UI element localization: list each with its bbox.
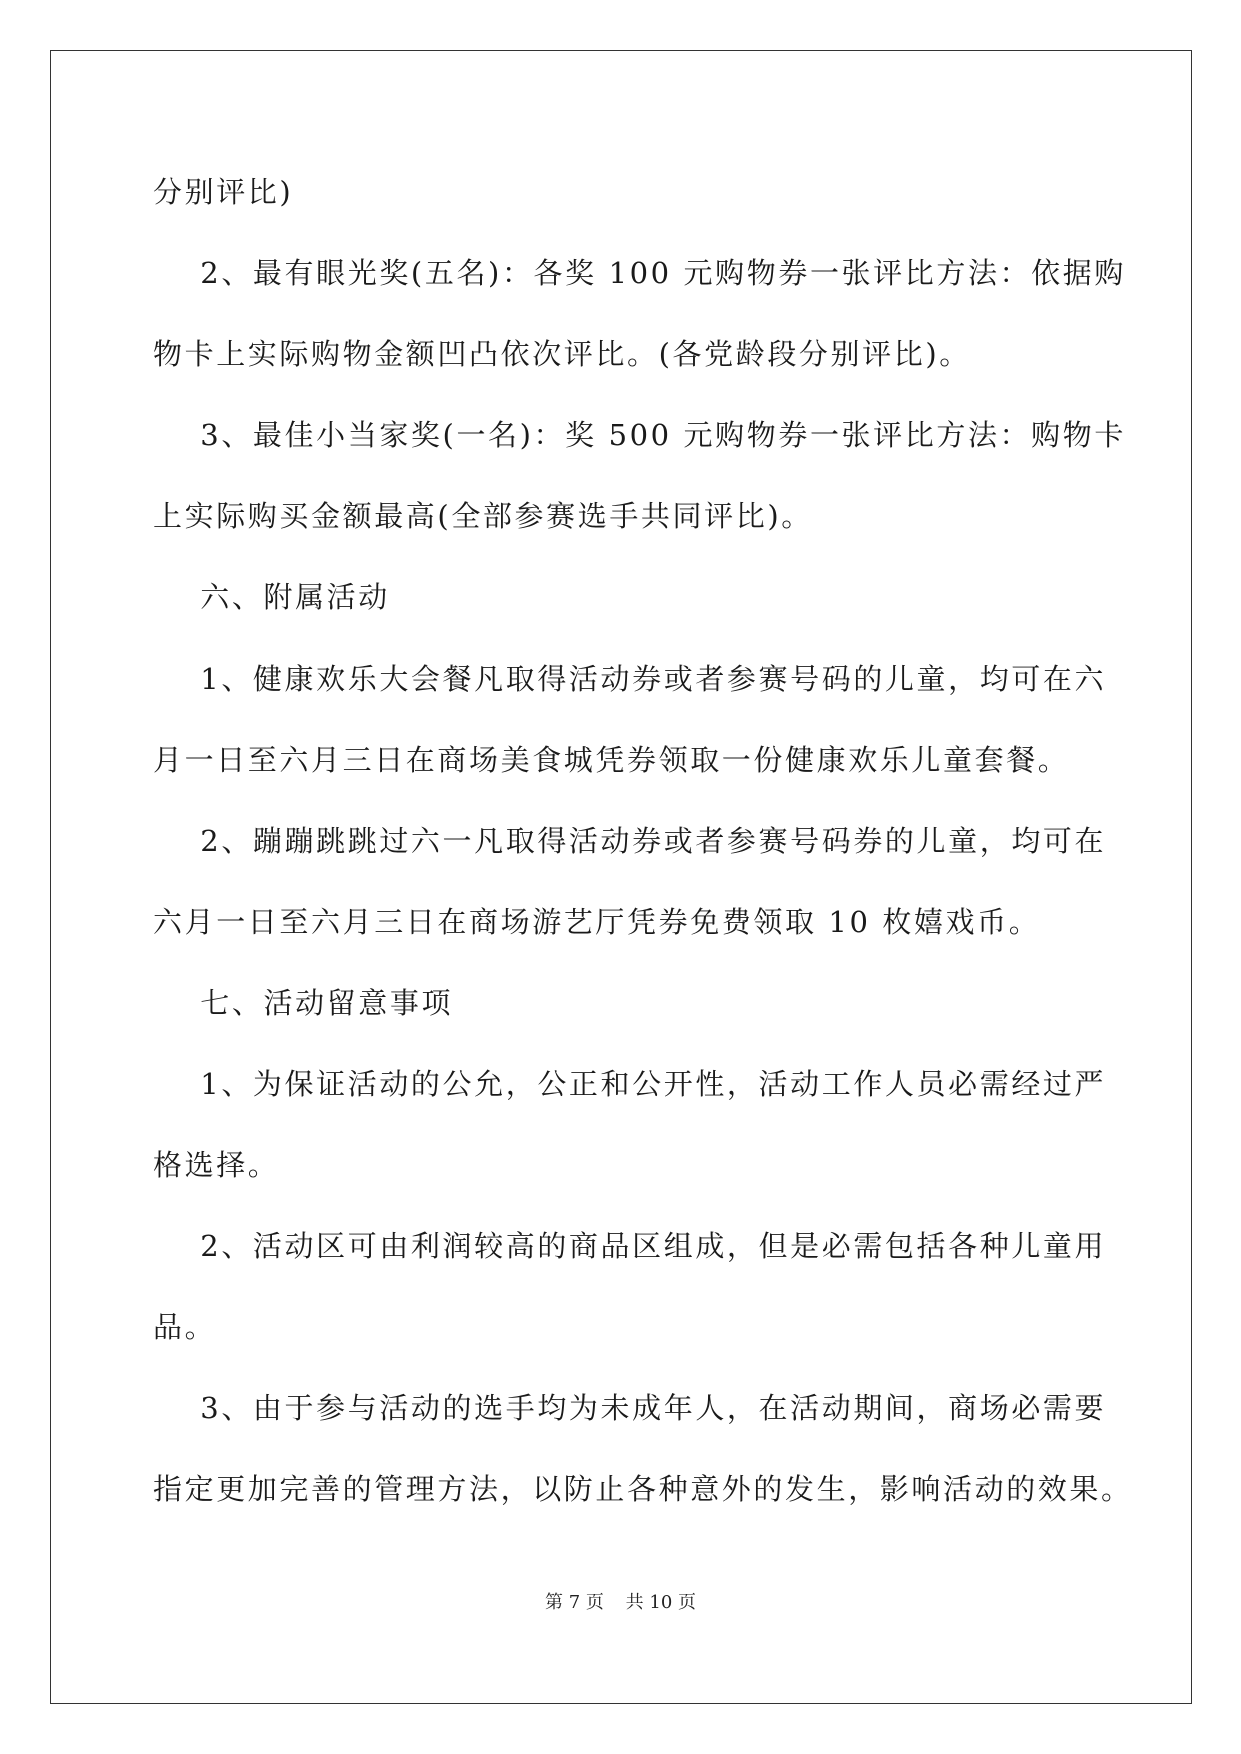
section-heading: 七、活动留意事项 xyxy=(153,986,454,1020)
text-line: 2、蹦蹦跳跳过六一凡取得活动券或者参赛号码券的儿童，均可在 xyxy=(153,824,1107,858)
page-total: 共 10 页 xyxy=(625,1592,696,1613)
text-line: 物卡上实际购物金额凹凸依次评比。(各党龄段分别评比)。 xyxy=(153,337,971,371)
text-line: 2、活动区可由利润较高的商品区组成，但是必需包括各种儿童用 xyxy=(153,1229,1107,1263)
text-line: 1、为保证活动的公允，公正和公开性，活动工作人员必需经过严 xyxy=(153,1067,1107,1101)
text-line: 月一日至六月三日在商场美食城凭券领取一份健康欢乐儿童套餐。 xyxy=(153,743,1070,777)
page-number: 第 7 页 xyxy=(545,1592,604,1613)
section-heading: 六、附属活动 xyxy=(153,580,390,614)
text-line: 品。 xyxy=(153,1310,217,1344)
text-line: 3、最佳小当家奖(一名)：奖 500 元购物券一张评比方法：购物卡 xyxy=(153,418,1126,452)
text-line: 格选择。 xyxy=(153,1148,280,1182)
page-border xyxy=(50,50,1192,1704)
text-line: 1、健康欢乐大会餐凡取得活动券或者参赛号码的儿童，均可在六 xyxy=(153,662,1107,696)
text-line: 指定更加完善的管理方法，以防止各种意外的发生，影响活动的效果。 xyxy=(153,1472,1133,1506)
text-line: 2、最有眼光奖(五名)：各奖 100 元购物券一张评比方法：依据购 xyxy=(153,256,1126,290)
text-line: 3、由于参与活动的选手均为未成年人，在活动期间，商场必需要 xyxy=(153,1391,1107,1425)
text-line: 六月一日至六月三日在商场游艺厅凭券免费领取 10 枚嬉戏币。 xyxy=(153,905,1041,939)
text-line: 上实际购买金额最高(全部参赛选手共同评比)。 xyxy=(153,499,813,533)
page-footer xyxy=(0,1591,1241,1615)
text-line: 分别评比) xyxy=(153,175,294,209)
